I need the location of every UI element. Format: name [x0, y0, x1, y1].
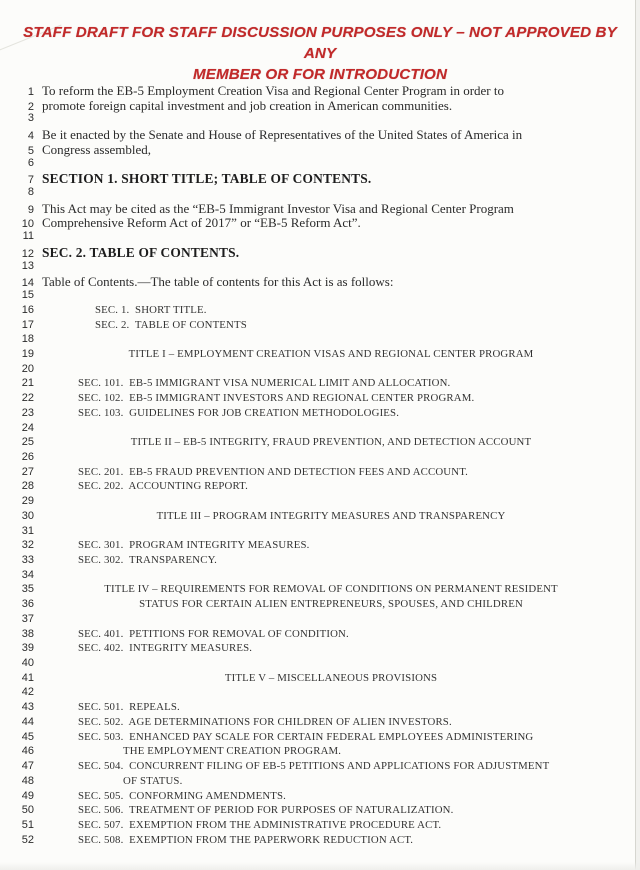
line-number: 18 [21, 333, 34, 346]
draft-warning-line-1: STAFF DRAFT FOR STAFF DISCUSSION PURPOSES ONLY – NOT APPROVED BY ANY [23, 24, 617, 62]
document-line [0, 319, 640, 334]
line-text: Be it enacted by the Senate and House of Representatives of the United States of America in [42, 127, 523, 143]
line-text: TITLE IV – REQUIREMENTS FOR REMOVAL OF CONDITIONS ON PERMANENT RESIDENT [104, 583, 558, 596]
document-line [0, 201, 640, 216]
document-line [0, 628, 640, 643]
document-line [0, 466, 640, 481]
line-number: 11 [22, 230, 34, 243]
document-line [0, 672, 640, 687]
document-line [0, 686, 640, 701]
document-line [0, 83, 640, 98]
line-number: 14 [21, 277, 34, 290]
line-number: 48 [21, 774, 34, 787]
line-text: SEC. 101. EB-5 IMMIGRANT VISA NUMERICAL LIMIT AND ALLOCATION. [78, 377, 451, 390]
line-number: 13 [21, 259, 34, 272]
document-line [0, 775, 640, 790]
document-line [0, 701, 640, 716]
document-line [0, 598, 640, 613]
document-line [0, 304, 640, 319]
line-number: 22 [21, 392, 34, 405]
line-number: 17 [21, 318, 34, 331]
line-text: SEC. 503. ENHANCED PAY SCALE FOR CERTAIN FEDERAL EMPLOYEES ADMINISTERING [78, 730, 534, 743]
line-text: SEC. 2. TABLE OF CONTENTS [95, 318, 247, 331]
document-line [0, 554, 640, 569]
line-number: 43 [21, 701, 34, 714]
line-text: SEC. 102. EB-5 IMMIGRANT INVESTORS AND REGIONAL CENTER PROGRAM. [78, 392, 475, 405]
line-text: TITLE V – MISCELLANEOUS PROVISIONS [224, 671, 438, 684]
line-number: 2 [27, 100, 34, 113]
line-number: 4 [27, 130, 34, 143]
line-text: THE EMPLOYMENT CREATION PROGRAM. [123, 745, 342, 758]
line-number: 27 [21, 465, 34, 478]
line-text: SEC. 505. CONFORMING AMENDMENTS. [78, 789, 287, 802]
line-text: promote foreign capital investment and job creation in American communities. [42, 97, 453, 113]
document-line [0, 245, 640, 260]
line-number: 39 [21, 642, 34, 655]
document-line [0, 274, 640, 289]
document-line [0, 215, 640, 230]
line-number: 40 [21, 657, 34, 670]
line-number: 47 [21, 760, 34, 773]
line-text: Comprehensive Reform Act of 2017” or “EB-5 Reform Act”. [42, 215, 361, 231]
line-text: SEC. 2. TABLE OF CONTENTS. [42, 244, 240, 260]
document-line [0, 642, 640, 657]
line-number: 6 [27, 156, 34, 169]
document-line [0, 657, 640, 672]
line-number: 38 [21, 627, 34, 640]
line-text: SEC. 103. GUIDELINES FOR JOB CREATION METHODOLOGIES. [78, 406, 400, 419]
line-number: 42 [21, 686, 34, 699]
document-line [0, 760, 640, 775]
document-line [0, 539, 640, 554]
line-number: 8 [27, 186, 34, 199]
document-line [0, 613, 640, 628]
line-number: 30 [21, 509, 34, 522]
line-number: 5 [27, 144, 34, 157]
document-body [0, 83, 640, 848]
line-number: 41 [21, 671, 34, 684]
line-number: 52 [21, 833, 34, 846]
document-line [0, 480, 640, 495]
document-line [0, 436, 640, 451]
line-number: 51 [21, 818, 34, 831]
line-number: 21 [21, 377, 34, 390]
document-line [0, 583, 640, 598]
line-text: STATUS FOR CERTAIN ALIEN ENTREPRENEURS, SPOUSES, AND CHILDREN [139, 598, 523, 611]
line-number: 31 [21, 524, 34, 537]
line-number: 19 [21, 347, 34, 360]
document-line [0, 745, 640, 760]
document-line [0, 819, 640, 834]
document-line [0, 230, 640, 245]
draft-warning-banner [20, 22, 620, 85]
line-number: 1 [27, 86, 34, 98]
document-line [0, 363, 640, 378]
line-text: SEC. 1. SHORT TITLE. [95, 303, 207, 316]
line-text: This Act may be cited as the “EB-5 Immigrant Investor Visa and Regional Center Program [42, 200, 514, 216]
document-line [0, 260, 640, 275]
scan-artifact-bottom [0, 862, 640, 870]
document-line [0, 98, 640, 113]
document-line [0, 731, 640, 746]
document-line [0, 333, 640, 348]
line-number: 36 [21, 598, 34, 611]
line-number: 12 [21, 247, 34, 260]
line-number: 16 [21, 303, 34, 316]
document-line [0, 804, 640, 819]
document-line [0, 834, 640, 849]
line-number: 35 [21, 583, 34, 596]
document-line [0, 790, 640, 805]
line-number: 50 [21, 804, 34, 817]
line-number: 10 [21, 218, 34, 231]
document-line [0, 186, 640, 201]
draft-warning-line-2: MEMBER OR FOR INTRODUCTION [192, 66, 448, 83]
document-line [0, 407, 640, 422]
line-number: 33 [21, 554, 34, 566]
document-line [0, 510, 640, 525]
document-line [0, 348, 640, 363]
line-text: SEC. 502. AGE DETERMINATIONS FOR CHILDREN OF ALIEN INVESTORS. [78, 715, 452, 728]
line-text: Congress assembled, [42, 141, 152, 157]
line-number: 37 [21, 612, 34, 625]
line-number: 32 [21, 539, 34, 552]
line-text: SEC. 508. EXEMPTION FROM THE PAPERWORK REDUCTION ACT. [78, 833, 414, 846]
line-number: 45 [21, 730, 34, 743]
line-number: 9 [27, 203, 34, 216]
line-number: 34 [21, 568, 34, 581]
document-line [0, 142, 640, 157]
line-number: 26 [21, 450, 34, 463]
line-text: SEC. 501. REPEALS. [78, 701, 180, 714]
document-line [0, 112, 640, 127]
document-line [0, 422, 640, 437]
line-number: 7 [27, 174, 34, 187]
line-text: SEC. 401. PETITIONS FOR REMOVAL OF CONDITION. [78, 627, 349, 640]
document-line [0, 569, 640, 584]
line-number: 49 [21, 789, 34, 802]
document-line [0, 377, 640, 392]
line-text: SEC. 301. PROGRAM INTEGRITY MEASURES. [78, 539, 310, 552]
line-text: SEC. 402. INTEGRITY MEASURES. [78, 642, 253, 655]
document-line [0, 157, 640, 172]
document-line [0, 495, 640, 510]
document-line [0, 451, 640, 466]
line-number: 25 [21, 436, 34, 449]
document-line [0, 716, 640, 731]
line-text: OF STATUS. [123, 774, 183, 787]
line-text: SEC. 506. TREATMENT OF PERIOD FOR PURPOSES OF NATURALIZATION. [78, 804, 454, 817]
line-text: To reform the EB-5 Employment Creation Visa and Regional Center Program in order to [42, 83, 504, 98]
line-number: 3 [27, 112, 34, 125]
line-text: SEC. 302. TRANSPARENCY. [78, 554, 218, 566]
line-number: 20 [21, 362, 34, 375]
line-number: 28 [21, 480, 34, 493]
document-line [0, 289, 640, 304]
document-line [0, 392, 640, 407]
line-text: Table of Contents.—The table of contents for this Act is as follows: [42, 274, 394, 290]
line-text: TITLE I – EMPLOYMENT CREATION VISAS AND REGIONAL CENTER PROGRAM [128, 347, 534, 360]
line-number: 29 [21, 495, 34, 508]
line-number: 24 [21, 421, 34, 434]
line-text: SEC. 504. CONCURRENT FILING OF EB-5 PETITIONS AND APPLICATIONS FOR ADJUSTMENT [78, 760, 550, 773]
line-text: SEC. 202. ACCOUNTING REPORT. [78, 480, 248, 493]
line-text: SECTION 1. SHORT TITLE; TABLE OF CONTENTS. [42, 171, 372, 187]
line-text: SEC. 201. EB-5 FRAUD PREVENTION AND DETECTION FEES AND ACCOUNT. [78, 465, 468, 478]
line-number: 15 [21, 289, 34, 302]
line-text: TITLE III – PROGRAM INTEGRITY MEASURES AND TRANSPARENCY [156, 509, 506, 522]
document-line [0, 171, 640, 186]
line-text: SEC. 507. EXEMPTION FROM THE ADMINISTRATIVE PROCEDURE ACT. [78, 818, 442, 831]
line-number: 44 [21, 715, 34, 728]
document-line [0, 127, 640, 142]
line-number: 23 [21, 406, 34, 419]
document-line [0, 525, 640, 540]
line-number: 46 [21, 745, 34, 758]
line-text: TITLE II – EB-5 INTEGRITY, FRAUD PREVENTION, AND DETECTION ACCOUNT [130, 436, 532, 449]
